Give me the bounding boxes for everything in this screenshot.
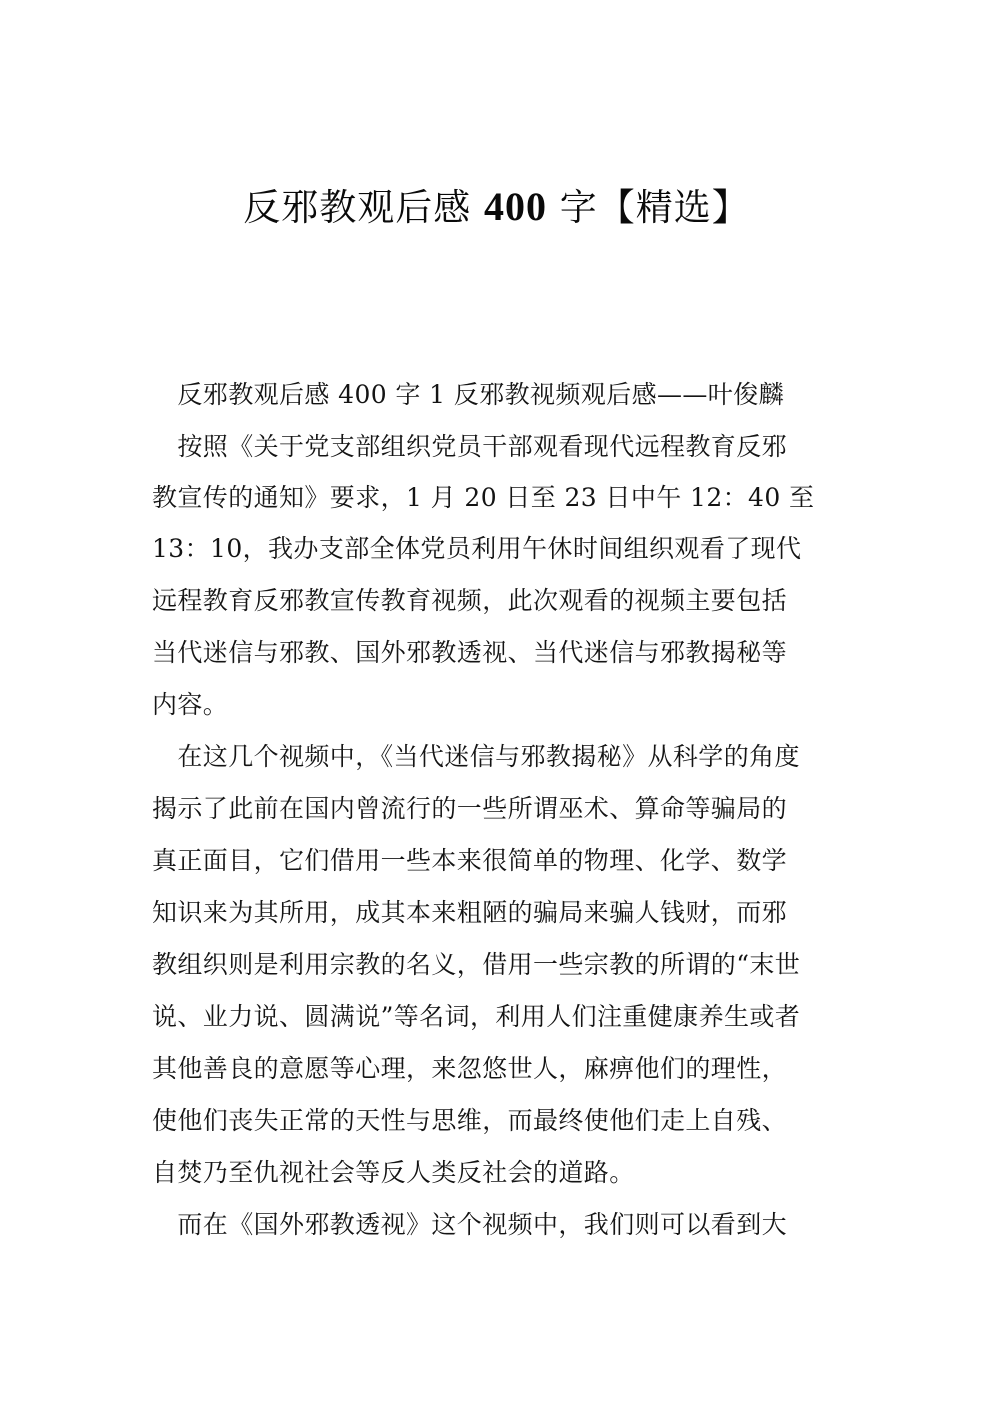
body-line: 真正面目，它们借用一些本来很简单的物理、化学、数学 <box>152 846 788 875</box>
body-line: 其他善良的意愿等心理，来忽悠世人，麻痹他们的理性， <box>152 1054 788 1083</box>
title-text-before: 反邪教观后感 <box>243 186 484 229</box>
document-title <box>0 182 993 233</box>
body-line: 揭示了此前在国内曾流行的一些所谓巫术、算命等骗局的 <box>152 794 788 823</box>
body-line: 当代迷信与邪教、国外邪教透视、当代迷信与邪教揭秘等 <box>152 638 788 667</box>
body-line: 13：10，我办支部全体党员利用午休时间组织观看了现代 <box>152 534 802 563</box>
body-line: 内容。 <box>152 690 229 719</box>
body-line: 在这几个视频中，《当代迷信与邪教揭秘》从科学的角度 <box>152 742 800 771</box>
body-line: 反邪教观后感 400 字 1 反邪教视频观后感——叶俊麟 <box>152 380 785 409</box>
title-number: 400 <box>484 184 547 229</box>
title-text-after: 字【精选】 <box>547 186 750 229</box>
body-line: 按照《关于党支部组织党员干部观看现代远程教育反邪 <box>152 432 788 461</box>
body-line: 使他们丧失正常的天性与思维，而最终使他们走上自残、 <box>152 1106 788 1135</box>
body-line: 自焚乃至仇视社会等反人类反社会的道路。 <box>152 1158 635 1187</box>
body-line: 远程教育反邪教宣传教育视频，此次观看的视频主要包括 <box>152 586 788 615</box>
body-line: 知识来为其所用，成其本来粗陋的骗局来骗人钱财，而邪 <box>152 898 788 927</box>
body-line: 教组织则是利用宗教的名义，借用一些宗教的所谓的“末世 <box>152 950 801 979</box>
body-line: 说、业力说、圆满说”等名词，利用人们注重健康养生或者 <box>152 1002 801 1031</box>
body-line: 教宣传的通知》要求，1 月 20 日至 23 日中午 12：40 至 <box>152 483 815 512</box>
body-line: 而在《国外邪教透视》这个视频中，我们则可以看到大 <box>152 1210 788 1239</box>
